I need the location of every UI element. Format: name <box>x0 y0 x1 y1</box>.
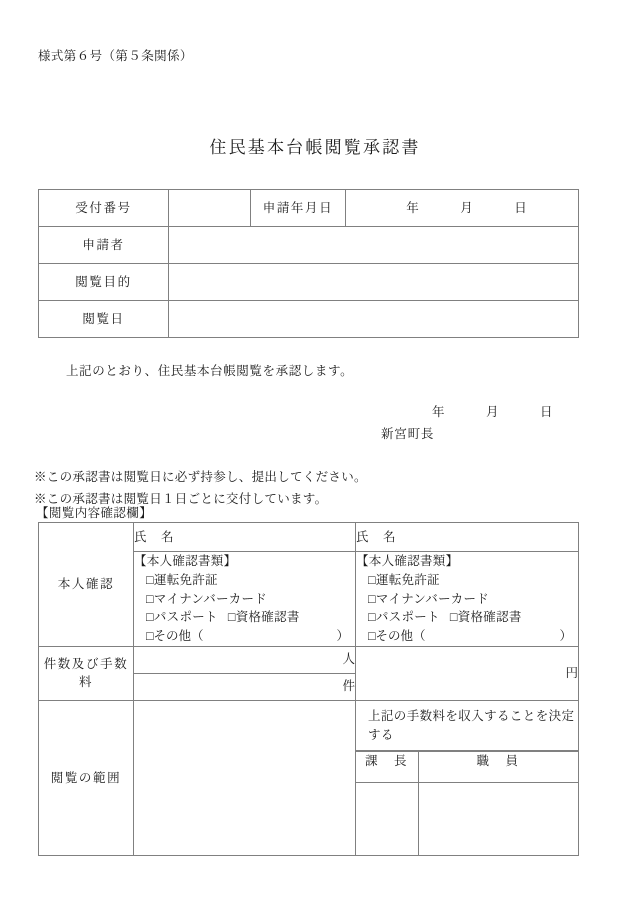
receipt-number-label: 受付番号 <box>39 190 169 227</box>
decision-text: 上記の手数料を収入することを決定する <box>356 701 578 752</box>
checkbox-passport[interactable]: □パスポート <box>368 610 440 625</box>
application-date-field[interactable]: 年 月 日 <box>346 190 579 227</box>
table-row <box>39 190 579 227</box>
inspection-check-table <box>38 522 579 856</box>
identity-documents-left <box>134 552 356 647</box>
checkbox-my-number-card[interactable]: □マイナンバーカード <box>368 591 490 606</box>
applicant-field[interactable] <box>169 227 579 264</box>
documents-title: 【本人確認書類】 <box>134 554 237 568</box>
checkbox-other[interactable]: □その他（ <box>146 629 204 643</box>
checkbox-qualification-cert[interactable]: □資格確認書 <box>227 610 300 625</box>
other-close-paren: ） <box>559 629 573 643</box>
inspection-date-field[interactable] <box>169 301 579 338</box>
stamp-table <box>356 751 578 855</box>
checkbox-qualification-cert[interactable]: □資格確認書 <box>449 610 522 625</box>
count-persons-field[interactable]: 人 <box>134 646 356 673</box>
checkbox-my-number-card[interactable]: □マイナンバーカード <box>146 591 268 606</box>
approval-statement: 上記のとおり、住民基本台帳閲覧を承認します。 <box>66 364 354 378</box>
name-label-left[interactable]: 氏 名 <box>134 523 356 552</box>
scope-label: 閲覧の範囲 <box>39 700 134 856</box>
checkbox-other-row <box>356 627 578 646</box>
signature-date: 年 月 日 <box>432 405 554 419</box>
checkbox-other-row <box>134 627 355 646</box>
checkbox-drivers-license[interactable]: □運転免許証 <box>146 572 218 587</box>
table-row <box>356 783 578 856</box>
applicant-label: 申請者 <box>39 227 169 264</box>
note-line-1: ※この承認書は閲覧日に必ず持参し、提出してください。 <box>34 470 367 484</box>
page-title: 住民基本台帳閲覧承認書 <box>209 138 421 157</box>
name-label-right[interactable]: 氏 名 <box>356 523 579 552</box>
stamp-chief-box[interactable] <box>356 783 418 856</box>
table-row <box>39 301 579 338</box>
table-row <box>356 752 578 783</box>
count-cases-field[interactable]: 件 <box>134 673 356 700</box>
documents-title: 【本人確認書類】 <box>356 554 459 568</box>
receipt-table <box>38 189 579 338</box>
identity-documents-right <box>356 552 579 647</box>
checkbox-other[interactable]: □その他（ <box>368 629 426 643</box>
table-row <box>39 646 579 673</box>
table-row <box>39 523 579 552</box>
checkbox-drivers-license[interactable]: □運転免許証 <box>368 572 440 587</box>
table-row <box>39 700 579 856</box>
table-row <box>39 264 579 301</box>
checkbox-passport-row <box>134 608 355 627</box>
stamp-staff-label: 職 員 <box>418 752 578 783</box>
purpose-label: 閲覧目的 <box>39 264 169 301</box>
application-date-label: 申請年月日 <box>251 190 346 227</box>
form-number: 様式第６号（第５条関係） <box>38 49 193 63</box>
stamp-chief-label: 課 長 <box>356 752 418 783</box>
other-close-paren: ） <box>336 629 349 643</box>
section-heading: 【閲覧内容確認欄】 <box>36 506 153 520</box>
mayor-title: 新宮町長 <box>381 427 435 441</box>
checkbox-passport-row <box>356 608 578 627</box>
decision-block <box>356 700 579 856</box>
inspection-date-label: 閲覧日 <box>39 301 169 338</box>
fee-label: 件数及び手数料 <box>39 646 134 700</box>
table-row <box>39 227 579 264</box>
checkbox-passport[interactable]: □パスポート <box>146 610 218 625</box>
identity-label: 本人確認 <box>39 523 134 647</box>
purpose-field[interactable] <box>169 264 579 301</box>
fee-amount-field[interactable]: 円 <box>356 646 579 700</box>
scope-field[interactable] <box>134 700 356 856</box>
stamp-staff-box[interactable] <box>418 783 578 856</box>
note-line-2: ※この承認書は閲覧日１日ごとに交付しています。 <box>34 491 328 506</box>
receipt-number-field[interactable] <box>169 190 251 227</box>
